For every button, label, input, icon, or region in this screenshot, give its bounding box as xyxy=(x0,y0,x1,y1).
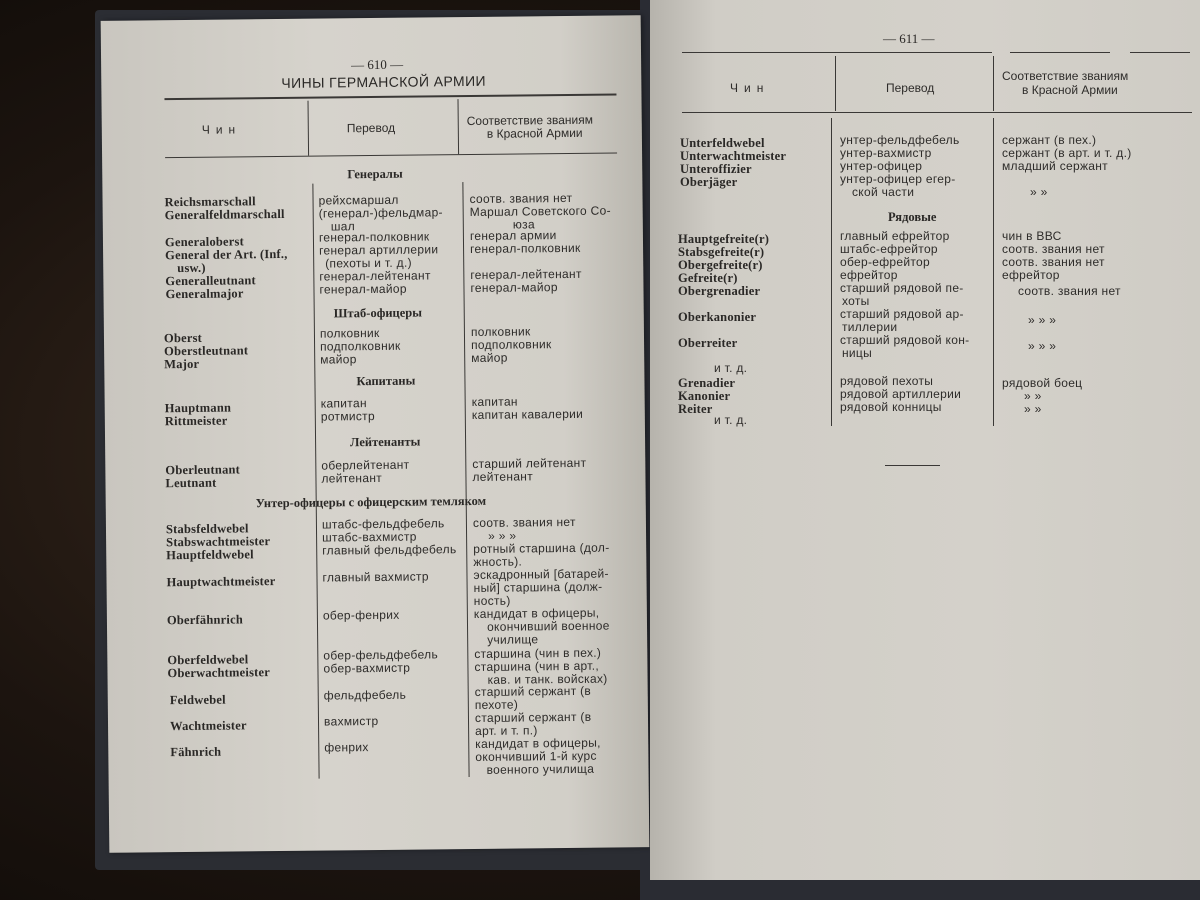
rank-de: Generaloberst xyxy=(164,234,245,250)
rank-ru: капитан xyxy=(320,396,367,411)
rank-de: Stabswachtmeister xyxy=(166,534,271,550)
rank-ru: генерал-полковник xyxy=(318,229,430,245)
section-title: Штаб-офицеры xyxy=(333,305,423,321)
rank-equiv: старший сержант (в xyxy=(474,683,592,699)
rank-ru: хоты xyxy=(842,294,870,308)
rank-equiv: училище xyxy=(487,632,539,647)
rank-equiv: ефрейтор xyxy=(1002,268,1060,282)
page-title: ЧИНЫ ГЕРМАНСКОЙ АРМИИ xyxy=(281,72,487,91)
rank-ru: штабс-вахмистр xyxy=(322,529,417,545)
rank-equiv: соотв. звания нет xyxy=(472,514,576,530)
rank-equiv: капитан кавалерии xyxy=(471,406,584,422)
rank-de: Stabsfeldwebel xyxy=(165,521,249,537)
rank-de: Generalleutnant xyxy=(165,273,256,289)
header-bottom-rule xyxy=(682,112,1192,113)
body-divider-2 xyxy=(462,182,469,777)
header-top-rule-right xyxy=(1010,52,1110,53)
rank-ru: (генерал-)фельдмар- xyxy=(318,205,443,221)
rank-ru: старший рядовой кон- xyxy=(840,333,970,347)
right-page xyxy=(650,0,1200,880)
rank-equiv: майор xyxy=(471,350,508,365)
rank-ru: ефрейтор xyxy=(840,268,898,282)
rank-equiv: генерал-лейтенант xyxy=(470,266,582,282)
rank-de: Unterwachtmeister xyxy=(680,149,787,163)
rank-equiv: соотв. звания нет xyxy=(1018,284,1121,298)
rank-ru: старший рядовой пе- xyxy=(840,281,964,295)
rank-equiv: лейтенант xyxy=(472,469,534,484)
header-top-rule xyxy=(682,52,992,53)
rank-ru: унтер-вахмистр xyxy=(840,146,932,160)
header-top-rule-far xyxy=(1130,52,1190,53)
rank-de: Oberwachtmeister xyxy=(167,665,271,681)
rank-equiv: пехоте) xyxy=(474,697,519,712)
rank-de: Rittmeister xyxy=(164,413,228,429)
rank-de: Generalmajor xyxy=(165,286,244,302)
section-title: Рядовые xyxy=(888,210,937,224)
rank-ru: подполковник xyxy=(320,338,401,354)
rank-equiv: » » xyxy=(1024,402,1042,416)
rank-ru: (пехоты и т. д.) xyxy=(325,255,412,271)
rank-equiv: соотв. звания нет xyxy=(469,190,573,206)
rank-equiv: арт. и т. п.) xyxy=(475,723,538,738)
rank-ru: главный ефрейтор xyxy=(840,229,950,243)
rank-equiv: окончивший 1-й курс xyxy=(475,748,597,764)
rank-ru: генерал-лейтенант xyxy=(319,268,431,284)
rank-equiv: рядовой боец xyxy=(1002,376,1083,390)
rank-de: Fähnrich xyxy=(170,744,222,760)
rank-de: Unteroffizier xyxy=(680,162,752,176)
rank-equiv: жность). xyxy=(473,554,523,569)
header-rank xyxy=(202,123,241,136)
rank-de: usw.) xyxy=(177,260,206,276)
rank-de: Feldwebel xyxy=(169,692,226,708)
rank-de: Gefreite(r) xyxy=(678,271,738,285)
left-page xyxy=(101,15,650,853)
rank-equiv: военного училища xyxy=(486,761,595,777)
rank-ru: ской части xyxy=(852,185,915,199)
rank-de: Major xyxy=(164,356,200,372)
rank-ru: обер-вахмистр xyxy=(323,660,411,676)
rank-ru: главный вахмистр xyxy=(322,569,429,585)
end-rule xyxy=(885,465,940,466)
rank-ru: рядовой пехоты xyxy=(840,374,934,388)
rank-ru: главный фельдфебель xyxy=(322,542,457,558)
column-divider-2 xyxy=(457,99,459,154)
rank-equiv: » » » xyxy=(1028,339,1057,353)
rank-equiv: » » » xyxy=(1028,313,1057,327)
rank-equiv: кандидат в офицеры, xyxy=(475,735,601,751)
rank-equiv: генерал-полковник xyxy=(469,240,581,256)
rank-de: Oberst xyxy=(163,330,203,346)
column-divider-2 xyxy=(993,56,994,111)
rank-ru: ротмистр xyxy=(320,409,375,424)
rank-de: Grenadier xyxy=(678,376,736,390)
rank-equiv: подполковник xyxy=(470,337,552,352)
rank-de: Reiter xyxy=(678,402,713,416)
rank-de: Unterfeldwebel xyxy=(680,136,765,150)
rank-de: Generalfeldmarschall xyxy=(164,206,285,223)
column-divider-1 xyxy=(308,101,310,156)
body-divider-2 xyxy=(993,118,994,426)
rank-equiv: Маршал Советского Со- xyxy=(469,203,611,219)
rank-de: General der Art. (Inf., xyxy=(165,246,288,263)
column-divider-1 xyxy=(835,56,836,111)
rank-ru: вахмистр xyxy=(323,713,379,729)
rank-ru: фенрих xyxy=(324,740,369,755)
page-number: — 611 — xyxy=(883,31,935,46)
rank-de: Leutnant xyxy=(165,475,217,491)
rank-equiv: старшина (чин в арт., xyxy=(474,658,600,674)
rank-de: Obergefreite(r) xyxy=(678,258,763,272)
section-title: Генералы xyxy=(347,166,403,182)
rank-de: Hauptmann xyxy=(164,400,232,416)
rank-equiv: » » xyxy=(1030,185,1048,199)
rank-equiv: генерал-майор xyxy=(470,280,558,295)
rank-ru: обер-фельдфебель xyxy=(323,647,439,663)
rank-equiv: » » » xyxy=(487,528,517,543)
section-title: Капитаны xyxy=(356,373,416,389)
rank-equiv: старшина (чин в пех.) xyxy=(474,645,602,661)
rank-ru: рядовой конницы xyxy=(840,400,942,414)
header-translation: Перевод xyxy=(346,120,396,136)
rank-equiv: сержант (в пех.) xyxy=(1002,133,1097,147)
rank-equiv: генерал армии xyxy=(469,228,557,243)
rank-de: Oberfähnrich xyxy=(166,612,244,628)
rank-de: Oberleutnant xyxy=(165,462,241,478)
rank-de: Oberfeldwebel xyxy=(167,652,249,668)
rank-ru: унтер-офицер егер- xyxy=(840,172,956,186)
rank-equiv: сержант (в арт. и т. д.) xyxy=(1002,146,1132,160)
header-rank-label: Чин xyxy=(201,122,242,137)
rank-equiv: юза xyxy=(512,217,535,232)
etc-label: и т. д. xyxy=(714,361,748,375)
header-equivalent-line2: в Красной Армии xyxy=(1022,83,1118,97)
rank-equiv: старший сержант (в xyxy=(474,709,592,725)
rank-equiv: чин в ВВС xyxy=(1002,229,1062,243)
rank-ru: рейхсмаршал xyxy=(318,192,399,208)
rank-equiv: младший сержант xyxy=(1002,159,1108,173)
rank-equiv: капитан xyxy=(471,394,518,409)
header-equivalent-line1: Соответствие званиям xyxy=(1002,69,1129,83)
rank-ru: штабс-фельдфебель xyxy=(321,516,445,532)
page-number: — 610 — xyxy=(351,56,404,73)
section-title: Лейтенанты xyxy=(350,434,421,450)
rank-de: Wachtmeister xyxy=(169,718,247,734)
rank-de: Hauptwachtmeister xyxy=(166,574,276,590)
rank-de: Hauptgefreite(r) xyxy=(678,232,770,246)
rank-equiv: » » xyxy=(1024,389,1042,403)
body-divider-1 xyxy=(831,118,832,426)
header-equivalent-line1: Соответствие званиям xyxy=(466,112,593,129)
rank-ru: обер-фенрих xyxy=(322,607,400,623)
rank-ru: генерал артиллерии xyxy=(319,242,439,258)
rank-de: Oberjäger xyxy=(680,175,738,189)
rank-equiv: ный] старшина (долж- xyxy=(473,579,603,595)
header-top-rule xyxy=(164,93,616,100)
rank-ru: ницы xyxy=(842,346,873,360)
rank-ru: генерал-майор xyxy=(319,281,407,297)
header-translation: Перевод xyxy=(886,81,935,95)
rank-ru: унтер-фельдфебель xyxy=(840,133,960,147)
rank-equiv: ротный старшина (дол- xyxy=(473,540,610,556)
rank-ru: майор xyxy=(320,352,357,367)
rank-ru: оберлейтенант xyxy=(321,457,410,473)
rank-equiv: ность) xyxy=(473,593,511,608)
header-bottom-rule xyxy=(165,152,617,158)
rank-ru: шал xyxy=(330,219,356,234)
rank-ru: тиллерии xyxy=(842,320,898,334)
rank-equiv: старший лейтенант xyxy=(472,455,587,471)
header-equivalent-line2: в Красной Армии xyxy=(486,125,583,141)
rank-ru: полковник xyxy=(319,325,380,341)
rank-ru: обер-ефрейтор xyxy=(840,255,930,269)
rank-equiv: полковник xyxy=(470,324,531,339)
header-rank-label: Чин xyxy=(730,81,770,95)
header-rank xyxy=(730,82,769,95)
rank-ru: унтер-офицер xyxy=(840,159,923,173)
rank-de: Hauptfeldwebel xyxy=(166,547,254,563)
rank-ru: лейтенант xyxy=(321,470,383,486)
rank-de: Stabsgefreite(r) xyxy=(678,245,765,259)
rank-de: Oberkanonier xyxy=(678,310,757,324)
rank-equiv: соотв. звания нет xyxy=(1002,255,1105,269)
section-title: Унтер-офицеры с офицерским темляком xyxy=(255,493,487,511)
rank-de: Kanonier xyxy=(678,389,731,403)
rank-de: Oberreiter xyxy=(678,336,738,350)
rank-equiv: эскадронный [батарей- xyxy=(473,566,609,582)
etc-label: и т. д. xyxy=(714,413,748,427)
rank-ru: рядовой артиллерии xyxy=(840,387,962,401)
rank-equiv: кандидат в офицеры, xyxy=(473,605,600,621)
rank-equiv: окончивший военное xyxy=(486,618,610,634)
rank-de: Reichsmarschall xyxy=(164,194,256,210)
rank-ru: штабс-ефрейтор xyxy=(840,242,938,256)
rank-equiv: кав. и танк. войсках) xyxy=(487,671,608,687)
rank-de: Obergrenadier xyxy=(678,284,761,298)
rank-de: Oberstleutnant xyxy=(164,343,249,359)
rank-ru: фельдфебель xyxy=(323,687,407,703)
rank-equiv: соотв. звания нет xyxy=(1002,242,1105,256)
rank-ru: старший рядовой ар- xyxy=(840,307,964,321)
